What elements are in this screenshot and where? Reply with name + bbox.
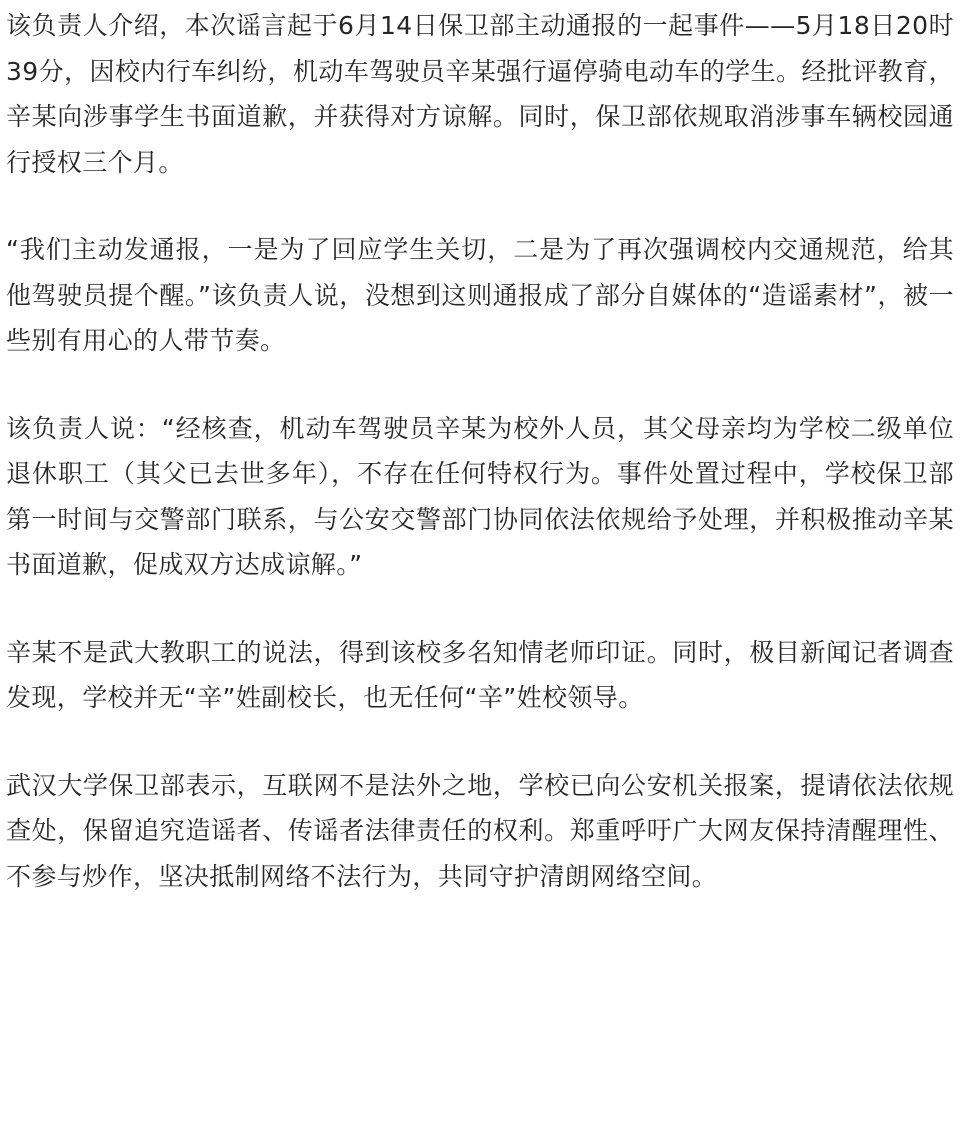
paragraph-2: “我们主动发通报，一是为了回应学生关切，二是为了再次强调校内交通规范，给其他驾驶员提个醒。”该负责人说，没想到这则通报成了部分自媒体的“造谣素材”，被一些别有用心的人带节奏。 <box>6 235 954 355</box>
paragraph-1: 该负责人介绍，本次谣言起于6月14日保卫部主动通报的一起事件——5月18日20时39分，因校内行车纠纷，机动车驾驶员辛某强行逼停骑电动车的学生。经批评教育，辛某向涉事学生书面道歉，并获得对方谅解。同时，保卫部依规取消涉事车辆校园通行授权三个月。 <box>6 11 954 177</box>
paragraph-4: 辛某不是武大教职工的说法，得到该校多名知情老师印证。同时，极目新闻记者调查发现，学校并无“辛”姓副校长，也无任何“辛”姓校领导。 <box>6 637 954 712</box>
paragraph-5: 武汉大学保卫部表示，互联网不是法外之地，学校已向公安机关报案，提请依法依规查处，保留追究造谣者、传谣者法律责任的权利。郑重呼吁广大网友保持清醒理性、不参与炒作，坚决抵制网络不法行为，共同守护清朗网络空间。 <box>6 770 954 891</box>
paragraph-3: 该负责人说：“经核查，机动车驾驶员辛某为校外人员，其父母亲均为学校二级单位退休职工（其父已去世多年），不存在任何特权行为。事件处置过程中，学校保卫部第一时间与交警部门联系，与公安交警部门协同依法依规给予处理，并积极推动辛某书面道歉，促成双方达成谅解。” <box>6 413 954 579</box>
article-body <box>6 0 954 899</box>
